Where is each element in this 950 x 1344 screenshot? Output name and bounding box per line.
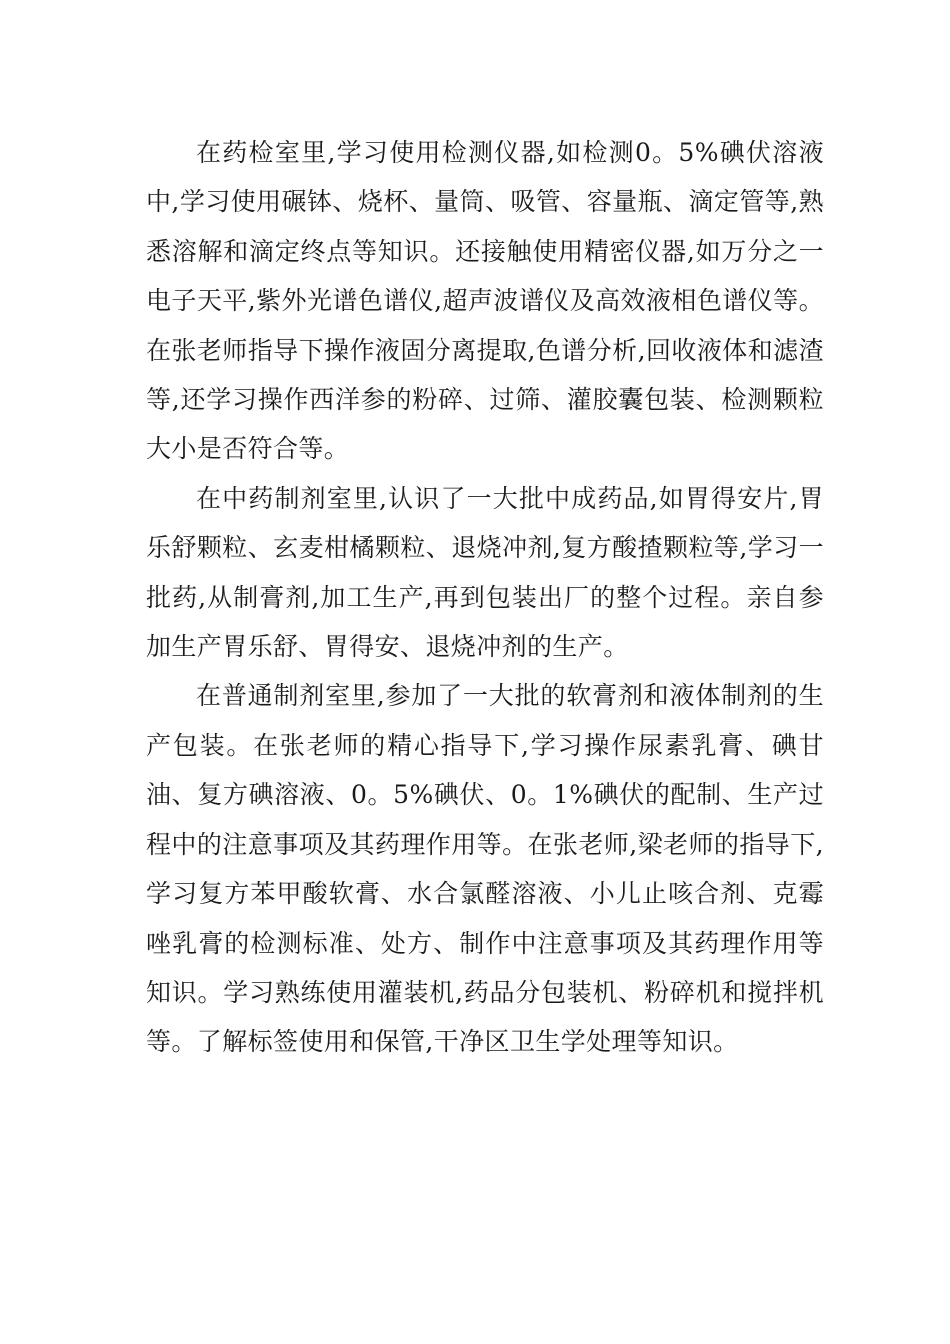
paragraph-tcm-preparation: 在中药制剂室里,认识了一大批中成药品,如胃得安片,胃乐舒颗粒、玄麦柑橘颗粒、退烧冲剂,复方酸揸颗粒等,学习一批药,从制膏剂,加工生产,再到包装出厂的整个过程。亲自参加生产胃乐舒、胃得安、退烧冲剂的生产。 — [146, 483, 824, 662]
paragraph-pharmacy-inspection: 在药检室里,学习使用检测仪器,如检测0。5%碘伏溶液中,学习使用碾钵、烧杯、量筒、吸管、容量瓶、滴定管等,熟悉溶解和滴定终点等知识。还接触使用精密仪器,如万分之一电子天平,紫外光谱色谱仪,超声波谱仪及高效液相色谱仪等。在张老师指导下操作液固分离提取,色谱分析,回收液体和滤渣等,还学习操作西洋参的粉碎、过筛、灌胶囊包装、检测颗粒大小是否符合等。 — [146, 138, 824, 464]
document-body — [146, 128, 824, 1067]
paragraph-general-preparation: 在普通制剂室里,参加了一大批的软膏剂和液体制剂的生产包装。在张老师的精心指导下,学习操作尿素乳膏、碘甘油、复方碘溶液、0。5%碘伏、0。1%碘伏的配制、生产过程中的注意事项及其药理作用等。在张老师,梁老师的指导下,学习复方苯甲酸软膏、水合氯醛溶液、小儿止咳合剂、克霉唑乳膏的检测标准、处方、制作中注意事项及其药理作用等知识。学习熟练使用灌装机,药品分包装机、粉碎机和搅拌机等。了解标签使用和保管,干净区卫生学处理等知识。 — [146, 681, 824, 1057]
